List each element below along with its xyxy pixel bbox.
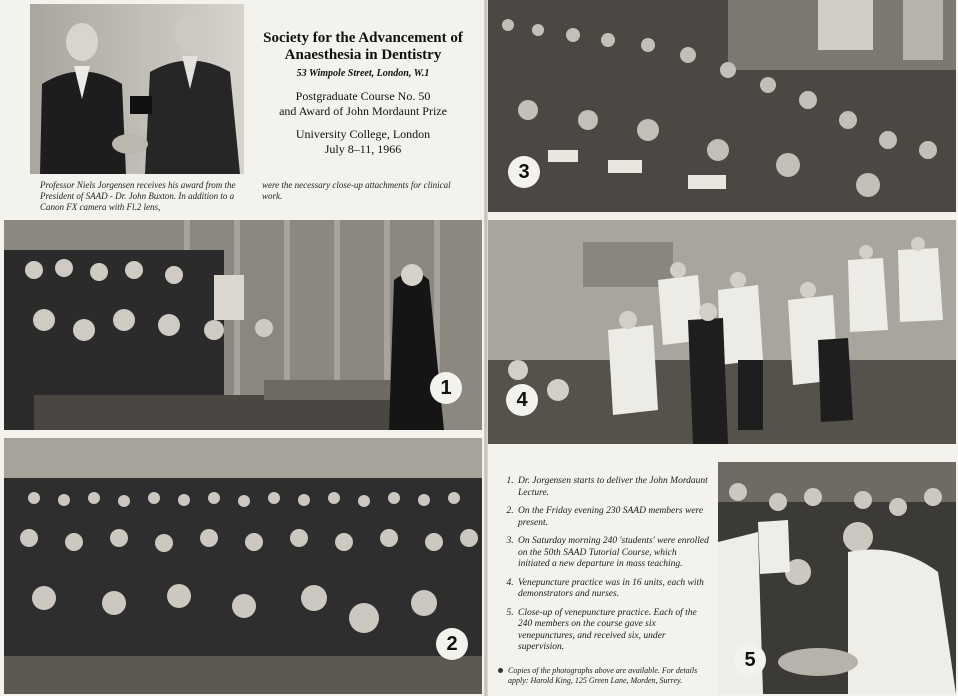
photo-number-4: 4 [506, 384, 538, 416]
photo-students [488, 0, 956, 212]
society-address: 53 Wimpole Street, London, W.1 [296, 68, 430, 79]
note-item: 2. On the Friday evening 230 SAAD members were present. [516, 506, 710, 529]
photo-number-3: 3 [508, 156, 540, 188]
photo-number-2: 2 [436, 628, 468, 660]
photo-audience [4, 438, 482, 694]
award-name: and Award of John Mordaunt Prize [279, 104, 447, 118]
note-item: 1. Dr. Jorgensen starts to deliver the John Mordaunt Lecture. [516, 476, 710, 499]
course-name: Postgraduate Course No. 50 [295, 89, 431, 103]
dates: July 8–11, 1966 [324, 142, 402, 156]
copies-note [498, 666, 710, 686]
note-item: 3. On Saturday morning 240 'students' were enrolled on the 50th SAAD Tutorial Course, which initiated a new departure in mass teaching. [516, 536, 710, 571]
bullet-icon [498, 668, 503, 673]
caption-award-left: Professor Niels Jorgensen receives his award from the President of SAAD - Dr. John Buxton. In addition to a Canon FX camera with Fl.2 lens, [40, 180, 236, 212]
award-photo [30, 4, 244, 174]
society-name: Society for the Advancement of Anaesthesia in Dentistry [263, 30, 463, 63]
photo-practice [488, 220, 956, 444]
title-block [246, 30, 480, 157]
note-item: 5. Close-up of venepuncture practice. Each of the 240 members on the course gave six venepunctures, and received six, under supervision. [516, 608, 710, 654]
notes-list [498, 476, 710, 654]
photo-notes [498, 476, 710, 686]
copies-note-text: Copies of the photographs above are available. For details apply: Harold King, 125 Green Lane, Morden, Surrey. [508, 665, 698, 685]
caption-award-right: were the necessary close-up attachments for clinical work. [262, 180, 451, 201]
note-item: 4. Venepuncture practice was in 16 units, each with demonstrators and nurses. [516, 578, 710, 601]
photo-number-5: 5 [734, 644, 766, 676]
venue: University College, London [295, 127, 431, 141]
photo-lecture [4, 220, 482, 430]
photo-number-1: 1 [430, 372, 462, 404]
